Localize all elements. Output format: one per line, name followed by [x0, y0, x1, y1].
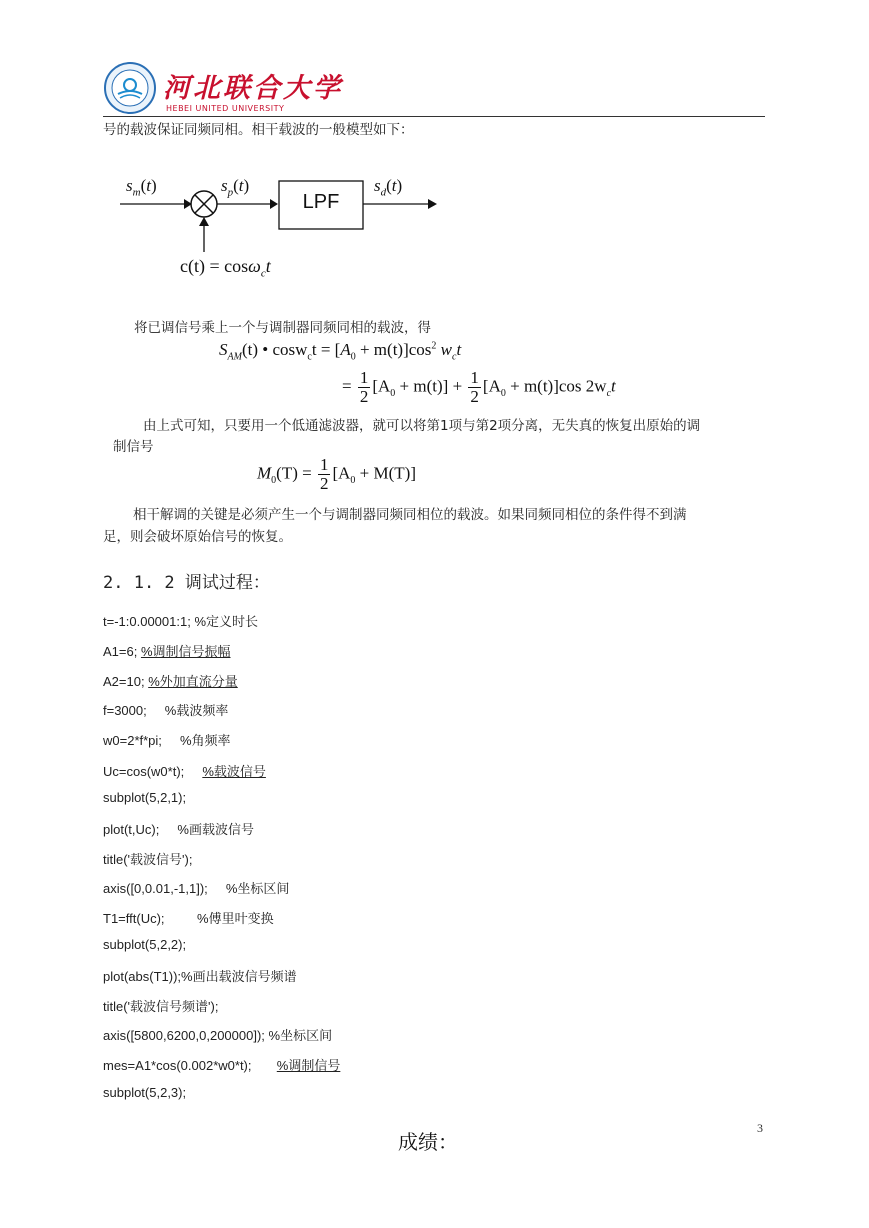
lpf-block: LPF [302, 191, 340, 213]
code-line: subplot(5,2,2); [103, 937, 187, 952]
section-title: 2. 1. 2 调试过程： [103, 573, 270, 593]
equation-am-product: $S_{AM}(t)$ • $\cos w_ct = [A_0 + m(t)]\cos^2$ $w_ct$ [219, 340, 462, 363]
equation-recovered-signal: $M_0(T)$ = $\frac{1}{2}$ $[A_0 + M(T)]$ [257, 455, 416, 493]
code-line: A2=10; %外加直流分量 [103, 674, 238, 689]
university-seal-icon [103, 61, 157, 115]
code-line: plot(t,Uc); %画载波信号 [103, 822, 254, 837]
carrier-label: c(t) = cosω$_c$t [180, 256, 271, 280]
para-lowpass-line1: 由上式可知，只要用一个低通滤波器，就可以将第1项与第2项分离，无失真的恢复出原始的调 [143, 418, 701, 434]
code-line: title('载波信号频谱'); [103, 999, 219, 1014]
equation-expanded: = $\frac{1}{2}$ $[A_0 + m(t)]$ + $\frac{1}{2}$ $[A_0 + m(t)]\cos$ $2w_ct$ [342, 368, 616, 406]
code-line: T1=fft(Uc); %傅里叶变换 [103, 911, 274, 926]
code-line: subplot(5,2,1); [103, 790, 187, 805]
code-line: plot(abs(T1));%画出载波信号频谱 [103, 969, 297, 984]
code-line: axis([5800,6200,0,200000]); %坐标区间 [103, 1028, 333, 1043]
header-divider [103, 116, 765, 117]
para-key-line1: 相干解调的关键是必须产生一个与调制器同频同相位的载波。如果同频同相位的条件得不到满 [133, 507, 687, 523]
para-lowpass-line2: 制信号 [113, 439, 154, 455]
code-line: t=-1:0.00001:1; %定义时长 [103, 614, 258, 629]
product-signal-label: $s_p(t)$ [221, 176, 250, 199]
page-number: 3 [757, 1121, 763, 1135]
university-name-cn: 河北联合大学 [163, 73, 343, 104]
code-line: subplot(5,2,3); [103, 1085, 187, 1100]
code-line: title('载波信号'); [103, 852, 193, 867]
para-multiply-carrier: 将已调信号乘上一个与调制器同频同相的载波，得 [134, 320, 431, 336]
intro-line: 号的载波保证同频同相。相干载波的一般模型如下： [103, 122, 414, 138]
output-signal-label: $s_d(t)$ [374, 176, 403, 199]
input-signal-label: $s_m(t)$ [126, 176, 157, 199]
para-key-line2: 足，则会破坏原始信号的恢复。 [103, 529, 292, 545]
code-line: axis([0,0.01,-1,1]); %坐标区间 [103, 881, 290, 896]
code-line: mes=A1*cos(0.002*w0*t); %调制信号 [103, 1058, 341, 1073]
code-line: w0=2*f*pi; %角频率 [103, 733, 231, 748]
grade-label: 成绩： [398, 1130, 458, 1154]
code-line: Uc=cos(w0*t); %载波信号 [103, 764, 266, 779]
code-line: f=3000; %载波频率 [103, 703, 229, 718]
code-line: A1=6; %调制信号振幅 [103, 644, 231, 659]
university-name-en: HEBEI UNITED UNIVERSITY [166, 104, 285, 113]
